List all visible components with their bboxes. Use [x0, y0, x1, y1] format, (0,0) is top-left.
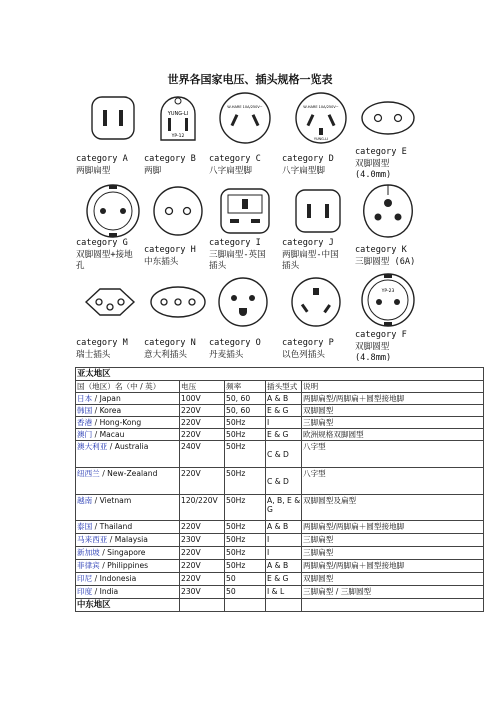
frequency-cell: 50Hz — [226, 442, 246, 451]
country-cn: 香港 — [77, 418, 93, 427]
category-caption: category B 两脚 — [144, 154, 196, 176]
country-en: / India — [92, 587, 119, 596]
table-row — [76, 573, 484, 586]
frequency-cell: 50Hz — [226, 561, 246, 570]
description-cell: 双脚圆型 — [303, 574, 334, 583]
frequency-cell: 50Hz — [226, 418, 246, 427]
frequency-cell: 50Hz — [226, 469, 246, 478]
table-row — [76, 441, 484, 468]
plug-type-cell: E & G — [267, 406, 289, 415]
category-caption: category M 瑞士插头 — [76, 338, 128, 360]
category-caption: category O 丹麦插头 — [209, 338, 261, 360]
voltage-cell: 220V — [181, 418, 201, 427]
frequency-cell: 50Hz — [226, 430, 246, 439]
section-header: 中东地区 — [76, 599, 180, 612]
voltage-cell: 220V — [181, 548, 201, 557]
category-caption: category C 八字扁型脚 — [209, 154, 261, 176]
voltage-cell: 220V — [181, 522, 201, 531]
plug-type-cell: I — [267, 535, 270, 544]
table-row — [76, 495, 484, 521]
country-cn: 越南 — [77, 496, 93, 505]
country-cn: 印度 — [77, 587, 93, 596]
category-caption: category D 八字扁型脚 — [282, 154, 334, 176]
schuko-plug-icon — [358, 270, 418, 330]
two-flat-pin-plug-icon — [83, 88, 143, 148]
country-en: / New-Zealand — [99, 469, 158, 478]
category-caption: category P 以色列插头 — [282, 338, 334, 360]
country-cn: 泰国 — [77, 522, 93, 531]
voltage-cell: 220V — [181, 574, 201, 583]
country-en: / Hong-Kong — [92, 418, 142, 427]
plug-type-cell: I — [267, 418, 270, 427]
italian-plug-icon — [148, 272, 208, 332]
plug-type-cell: C & D — [267, 477, 289, 486]
country-cn: 澳大利亚 — [77, 442, 108, 451]
plug-type-cell-cont: G — [267, 505, 273, 514]
table-row — [76, 560, 484, 573]
table-row — [76, 534, 484, 547]
plug-type-cell: A & B — [267, 522, 289, 531]
voltage-cell: 220V — [181, 406, 201, 415]
rating-text: W-HARE 10A/250V~ — [303, 105, 339, 109]
description-cell: 两脚扁型/两脚扁＋圆型接地脚 — [303, 394, 405, 403]
country-en: / Macau — [92, 430, 125, 439]
brand-text: YUNG-LI — [313, 137, 329, 141]
frequency-cell: 50 — [226, 587, 236, 596]
country-cn: 印尼 — [77, 574, 93, 583]
three-round-pin-plug-icon — [358, 181, 418, 241]
frequency-cell: 50, 60 — [226, 394, 251, 403]
plug-type-cell: E & G — [267, 574, 289, 583]
plug-type-cell: C & D — [267, 450, 289, 459]
country-en: / Japan — [92, 394, 121, 403]
country-en: / Indonesia — [92, 574, 137, 583]
category-caption: category E 双脚圆型 (4.0mm) — [355, 147, 407, 180]
table-row — [76, 393, 484, 405]
country-cn: 菲律宾 — [77, 561, 100, 570]
description-cell: 两脚扁型/两脚扁＋圆型接地脚 — [303, 561, 405, 570]
column-header: 电压 — [180, 381, 225, 393]
plug-type-cell: E & G — [267, 430, 289, 439]
category-caption: category N 意大利插头 — [144, 338, 196, 360]
country-cn: 澳门 — [77, 430, 93, 439]
country-en: / Singapore — [99, 548, 146, 557]
country-cn: 新加坡 — [77, 548, 100, 557]
column-header: 插头型式 — [266, 381, 302, 393]
category-caption: category G 双脚圆型+接地 孔 — [76, 238, 133, 271]
uk-three-pin-plug-icon — [215, 181, 275, 241]
country-cn: 韩国 — [77, 406, 93, 415]
two-flat-pin-plug-icon — [148, 88, 208, 148]
plug-type-cell: A & B — [267, 394, 289, 403]
voltage-cell: 220V — [181, 430, 201, 439]
description-cell: 欧洲规格双脚圆型 — [303, 430, 364, 439]
danish-plug-icon — [213, 272, 273, 332]
description-cell: 八字型 — [303, 442, 326, 451]
voltage-cell: 220V — [181, 561, 201, 570]
country-cn: 日本 — [77, 394, 93, 403]
category-caption: category H 中东插头 — [144, 245, 196, 267]
description-cell: 三脚扁型 — [303, 418, 334, 427]
frequency-cell: 50 — [226, 574, 236, 583]
frequency-cell: 50, 60 — [226, 406, 251, 415]
voltage-cell: 100V — [181, 394, 201, 403]
frequency-cell: 50Hz — [226, 535, 246, 544]
description-cell: 三脚扁型 / 三脚圆型 — [303, 587, 372, 596]
table-row — [76, 468, 484, 495]
voltage-cell: 240V — [181, 442, 201, 451]
model-text: YP-23 — [381, 289, 395, 294]
country-en: / Philippines — [99, 561, 149, 570]
description-cell: 三脚扁型 — [303, 548, 334, 557]
country-en: / Australia — [107, 442, 149, 451]
china-three-flat-pin-plug-icon — [288, 181, 348, 241]
table-row — [76, 586, 484, 599]
three-pin-plug-icon — [286, 272, 346, 332]
voltage-cell: 220V — [181, 469, 201, 478]
model-text: YP-12 — [171, 134, 185, 139]
description-cell: 两脚扁型/两脚扁＋圆型接地脚 — [303, 522, 405, 531]
plug-type-cell: A & B — [267, 561, 289, 570]
country-en: / Thailand — [92, 522, 133, 531]
country-cn: 马来西亚 — [77, 535, 108, 544]
description-cell: 三脚扁型 — [303, 535, 334, 544]
description-cell: 八字型 — [303, 469, 326, 478]
table-row — [76, 429, 484, 441]
column-header: 国（地区）名（中 / 英） — [76, 381, 180, 393]
description-cell: 双脚圆型及扁型 — [303, 496, 357, 505]
table-row — [76, 521, 484, 534]
voltage-plug-table — [75, 367, 484, 612]
voltage-cell: 230V — [181, 587, 201, 596]
category-caption: category A 两脚扁型 — [76, 154, 128, 176]
plug-type-cell: I & L — [267, 587, 285, 596]
figure-eight-plug-icon — [291, 88, 351, 148]
category-caption: category I 三脚扁型-英国 插头 — [209, 238, 266, 271]
rating-text: W-HARE 10A/250V~ — [227, 105, 263, 109]
category-caption: category F 双脚圆型 (4.8mm) — [355, 330, 407, 363]
swiss-plug-icon — [80, 272, 140, 332]
page-title: 世界各国家电压、插头规格一览表 — [167, 73, 333, 86]
plug-type-cell: A, B, E & — [267, 496, 301, 505]
figure-eight-plug-icon — [215, 88, 275, 148]
voltage-cell: 120/220V — [181, 496, 218, 505]
country-en: / Malaysia — [107, 535, 148, 544]
category-caption: category K 三脚圆型 (6A) — [355, 245, 416, 267]
voltage-cell: 230V — [181, 535, 201, 544]
table-row — [76, 405, 484, 417]
country-cn: 纽西兰 — [77, 469, 100, 478]
plug-type-cell: I — [267, 548, 270, 557]
country-en: / Vietnam — [92, 496, 132, 505]
frequency-cell: 50Hz — [226, 496, 246, 505]
schuko-plug-icon — [83, 181, 143, 241]
two-round-pin-plug-icon — [358, 88, 418, 148]
table-row — [76, 547, 484, 560]
section-header: 亚太地区 — [76, 368, 484, 381]
brand-text: YUNG-LI — [167, 111, 189, 117]
europlug-icon — [148, 181, 208, 241]
column-header: 频率 — [225, 381, 266, 393]
frequency-cell: 50Hz — [226, 548, 246, 557]
frequency-cell: 50Hz — [226, 522, 246, 531]
table-row — [76, 417, 484, 429]
category-caption: category J 两脚扁型-中国 插头 — [282, 238, 339, 271]
column-header: 说明 — [302, 381, 484, 393]
country-en: / Korea — [92, 406, 122, 415]
description-cell: 双脚圆型 — [303, 406, 334, 415]
